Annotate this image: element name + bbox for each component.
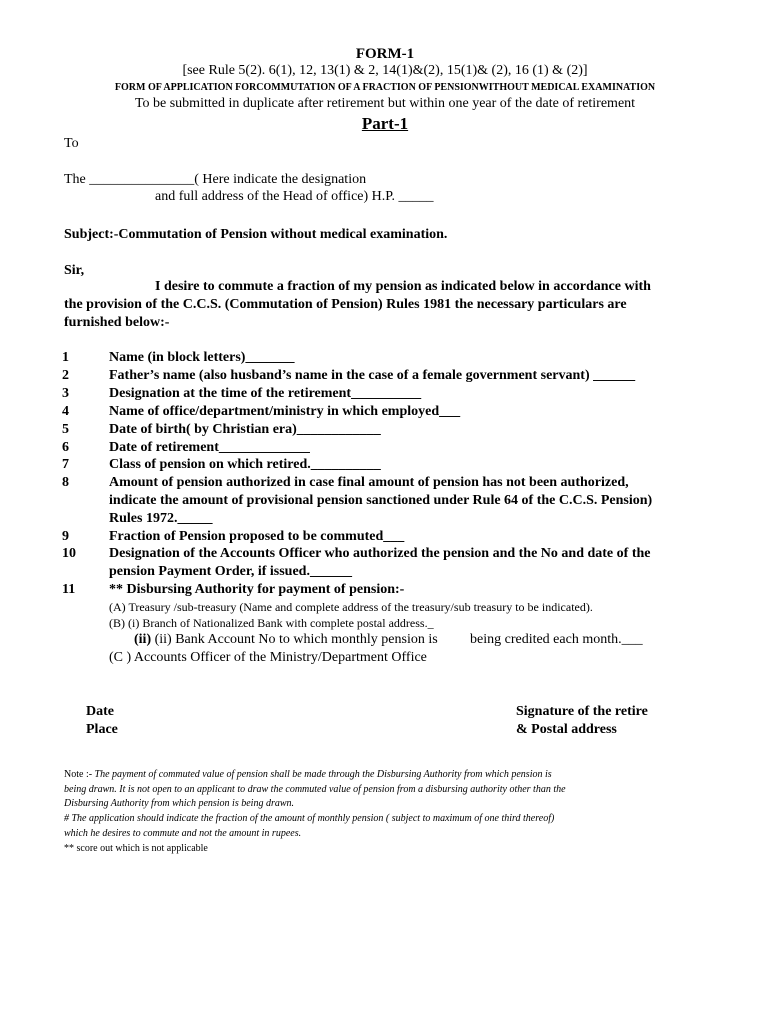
- note-line-3: Disbursing Authority from which pension is being drawn.: [64, 798, 295, 809]
- bank-account-suffix: being credited each month.___: [470, 632, 643, 647]
- item-amount-of-pension-line-3: Rules 1972._____: [109, 511, 213, 526]
- item-number: 8: [62, 475, 69, 490]
- item-number: 5: [62, 422, 69, 437]
- form-subtitle: FORM OF APPLICATION FORCOMMUTATION OF A FRACTION OF PENSIONWITHOUT MEDICAL EXAMINATION: [114, 82, 656, 93]
- item-number: 10: [62, 546, 76, 561]
- item-number: 6: [62, 440, 69, 455]
- intro-line-1: I desire to commute a fraction of my pension as indicated below in accordance with: [155, 279, 651, 294]
- addressee-line-1: The _______________( Here indicate the designation: [64, 172, 367, 187]
- note-text-1: The payment of commuted value of pension shall be made through the Disbursing Authority from which pension is: [94, 769, 552, 780]
- sub-item-bank-account: [134, 632, 438, 648]
- sub-item-treasury: (A) Treasury /sub-treasury (Name and complete address of the treasury/sub treasury to be indicated).: [109, 600, 593, 614]
- intro-line-3: furnished below:-: [64, 315, 170, 330]
- item-amount-of-pension-line-1: Amount of pension authorized in case final amount of pension has not been authorized,: [109, 475, 629, 490]
- note-line-4: # The application should indicate the fraction of the amount of monthly pension ( subject to maximum of one third thereof): [64, 813, 555, 824]
- item-amount-of-pension-line-2: indicate the amount of provisional pension sanctioned under Rule 64 of the C.C.S. Pension): [109, 493, 653, 508]
- note-line-5: which he desires to commute and not the amount in rupees.: [64, 828, 302, 839]
- place-label: Place: [86, 722, 118, 737]
- form-title: FORM-1: [355, 46, 415, 62]
- item-date-of-retirement: Date of retirement_____________: [109, 440, 310, 455]
- item-accounts-officer-line-2: pension Payment Order, if issued.______: [109, 564, 352, 579]
- note-line-1: [64, 769, 552, 780]
- rule-reference: [see Rule 5(2). 6(1), 12, 13(1) & 2, 14(1)&(2), 15(1)& (2), 16 (1) & (2)]: [182, 63, 588, 78]
- item-number: 7: [62, 457, 69, 472]
- part-heading: Part-1: [361, 114, 409, 133]
- item-designation: Designation at the time of the retirement__________: [109, 386, 422, 401]
- item-father-name: Father’s name (also husband’s name in the case of a female government servant) ______: [109, 368, 636, 383]
- sub-item-accounts-officer: (C ) Accounts Officer of the Ministry/Department Office: [109, 650, 427, 665]
- note-prefix: Note :-: [64, 769, 95, 780]
- postal-address-label: & Postal address: [516, 722, 617, 737]
- item-accounts-officer-line-1: Designation of the Accounts Officer who authorized the pension and the No and date of the: [109, 546, 651, 561]
- item-office: Name of office/department/ministry in which employed___: [109, 404, 461, 419]
- item-number: 4: [62, 404, 69, 419]
- salutation: Sir,: [64, 263, 85, 278]
- item-number: 2: [62, 368, 69, 383]
- item-number: 3: [62, 386, 69, 401]
- intro-line-2: the provision of the C.C.S. (Commutation of Pension) Rules 1981 the necessary particulars are: [64, 297, 627, 312]
- item-fraction-commuted: Fraction of Pension proposed to be commuted___: [109, 529, 405, 544]
- addressee-line-2: and full address of the Head of office) H.P. _____: [155, 189, 434, 204]
- item-number: 11: [62, 582, 76, 597]
- signature-label: Signature of the retire: [516, 704, 648, 719]
- item-name: Name (in block letters)_______: [109, 350, 295, 365]
- to-label: To: [64, 136, 79, 151]
- note-line-6: ** score out which is not applicable: [64, 843, 208, 854]
- item-disbursing-authority: ** Disbursing Authority for payment of pension:-: [109, 582, 405, 597]
- subject-line: Subject:-Commutation of Pension without medical examination.: [64, 227, 448, 242]
- bank-account-label: (ii) Bank Account No to which monthly pension is: [154, 632, 438, 647]
- date-label: Date: [86, 704, 114, 719]
- sub-item-bank-branch: (B) (i) Branch of Nationalized Bank with complete postal address._: [109, 616, 434, 630]
- item-number: 1: [62, 350, 69, 365]
- note-line-2: being drawn. It is not open to an applicant to draw the commuted value of pension from a disbursing authority other than the: [64, 784, 566, 795]
- bank-account-roman: (ii): [134, 632, 152, 647]
- item-class-of-pension: Class of pension on which retired.__________: [109, 457, 381, 472]
- submission-instruction: To be submitted in duplicate after retirement but within one year of the date of retirement: [134, 96, 636, 111]
- item-number: 9: [62, 529, 69, 544]
- item-date-of-birth: Date of birth( by Christian era)____________: [109, 422, 381, 437]
